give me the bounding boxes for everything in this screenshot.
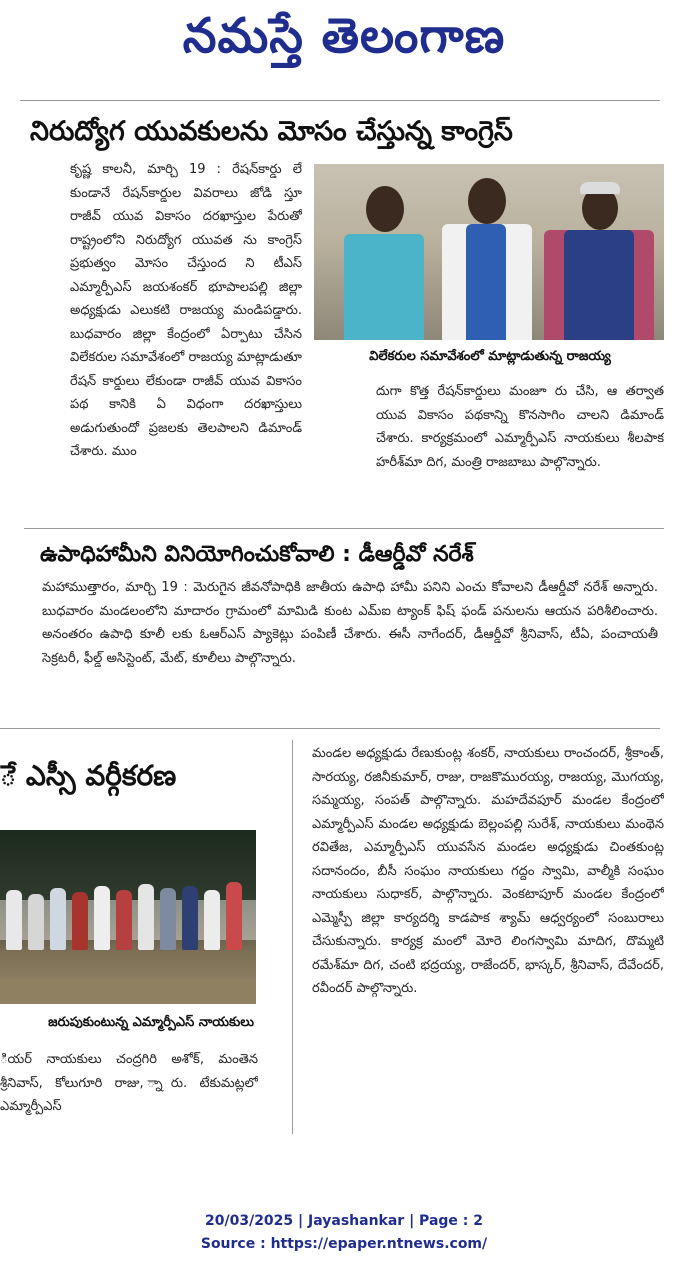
article1-body-left: కృష్ణ కాలనీ, మార్చి 19 : రేషన్‌కార్డు లే కుండానే రేషన్‌కార్డుల వివరాలు జోడి స్తూ రాజీవ్ యువ వికాసం దరఖాస్తుల పేరుతో రాష్ట్రంలోని నిరుద్యోగ యువత ను కాంగ్రెస్ ప్రభుత్వం మోసం చేస్తుంద ని టీఎస్ ఎమ్మార్పీఎస్ జయశంకర్ భూపాలపల్లి జిల్లా అధ్యక్షుడు ఎలుకటి రాజయ్య మండిపడ్డారు. బుధవారం జిల్లా కేంద్రంలో ఏర్పాటు చేసిన విలేకరుల సమావేశంలో రాజయ్య మాట్లాడుతూ రేషన్ కార్డులు లేకుండా రాజీవ్ యువ వికాసం పథ కానికి ఏ విధంగా దరఖాస్తులు అడుగుతుందో ప్రజలకు తెలపాలని డిమాండ్ చేశారు. ముం [70, 162, 302, 459]
article1-photo-caption: విలేకరుల సమావేశంలో మాట్లాడుతున్న రాజయ్య [369, 349, 611, 364]
article2-body: మహాముత్తారం, మార్చి 19 : మెరుగైన జీవనోపాధికి జాతీయ ఉపాధి హామీ పనిని ఎంచు కోవాలని డీఆర్డీవో నరేశ్ అన్నారు. బుధవారం మండలంలోని మాదారం గ్రామంలో మామిడి కుంట ఎమ్ఐ ట్యాంక్ ఫిష్ ఫండ్ పనులను ఆయన పరిశీలించారు. అనంతరం ఉపాధి కూలీ లకు ఓఆర్ఎస్ ప్యాకెట్లు పంపిణీ చేశారు. ఈసీ నాగేందర్, డీఆర్డీవో శ్రీనివాస్, టీఏ, పంచాయతీ సెక్రటరీ, ఫీల్డ్ అసిస్టెంట్, మేట్, కూలీలు పాల్గొన్నారు. [42, 580, 658, 666]
article3-body-left: ియర్ నాయకులు చంద్రగిరి అశోక్, మంతెన శ్రీనివాస్, కోలుగూరి రాజు, ్నారు. టేకుమట్లలో ఎమ్మార్పీఎస్ [0, 1052, 258, 1114]
article1-body-right: దుగా కొత్త రేషన్‌కార్డులు మంజూ రు చేసి, ఆ తర్వాత యువ వికాసం పథకాన్ని కొనసాగిం చాలని డిమాండ్ చేశారు. కార్యక్రమంలో ఎమ్మార్పీఎస్ నాయకులు శీలపాక హరీశ్‌మా దిగ, మంత్రి రాజబాబు పాల్గొన్నారు. [376, 384, 664, 470]
top-divider [20, 100, 660, 101]
article3-body-right: మండల అధ్యక్షుడు రేణుకుంట్ల శంకర్, నాయకులు రాంచందర్, శ్రీకాంత్, సారయ్య, రజినీకుమార్, రాజు, రాజకొమురయ్య, రాజయ్య, మొగయ్య, సమ్మయ్య, సంపత్ పాల్గొన్నారు. మహదేవపూర్ మండల కేంద్రంలో ఎమ్మార్పీఎస్ మండల అధ్యక్షుడు బెల్లంపల్లి సురేశ్, నాయకులు మంథెన రవితేజ, ఎమ్మార్పీఎస్ యువసేన మండల అధ్యక్షుడు చింతకుంట్ల సదానందం, బీసీ సంఘం నాయకులు గద్దం స్వామి, వాల్మీకి సంఘం నాయకులు సుధాకర్, పాల్గొన్నారు. వెంకటాపూర్ మండల కేంద్రంలో ఎమ్మెస్పీ జిల్లా కార్యదర్శి కాడపాక శ్యామ్ ఆధ్వర్యంలో సంబురాలు చేసుకున్నారు. కార్యక్ర మంలో మోరె లింగస్వామి మాదిగ, దొమ్మటి రమేశ్‌మా దిగ, చంటి భద్రయ్య, రాజేందర్, భాస్కర్, శ్రీనివాస్, దేవేందర్, రవీందర్ పాల్గొన్నారు. [312, 746, 664, 996]
newspaper-title: నమస్తే తెలంగాణ [182, 8, 506, 64]
article2-divider [0, 728, 660, 729]
masthead [0, 0, 688, 80]
article3-headline: ే ఎస్సీ వర్గీకరణ [0, 759, 177, 792]
article3-photo [0, 830, 256, 1004]
column-divider [292, 740, 293, 1134]
footer-source-link[interactable]: Source : https://epaper.ntnews.com/ [200, 1236, 488, 1252]
article3-photo-caption: జరుపుకుంటున్న ఎమ్మార్పీఎస్ నాయకులు [48, 1015, 254, 1030]
article1-divider [24, 528, 664, 529]
article2-headline: ఉపాధిహామీని వినియోగించుకోవాలి : డీఆర్డీవో నరేశ్ [40, 542, 474, 567]
footer-meta: 20/03/2025 | Jayashankar | Page : 2 [205, 1213, 483, 1229]
article1-photo [314, 164, 664, 340]
article1-headline: నిరుద్యోగ యువకులను మోసం చేస్తున్న కాంగ్రెస్ [30, 116, 513, 147]
